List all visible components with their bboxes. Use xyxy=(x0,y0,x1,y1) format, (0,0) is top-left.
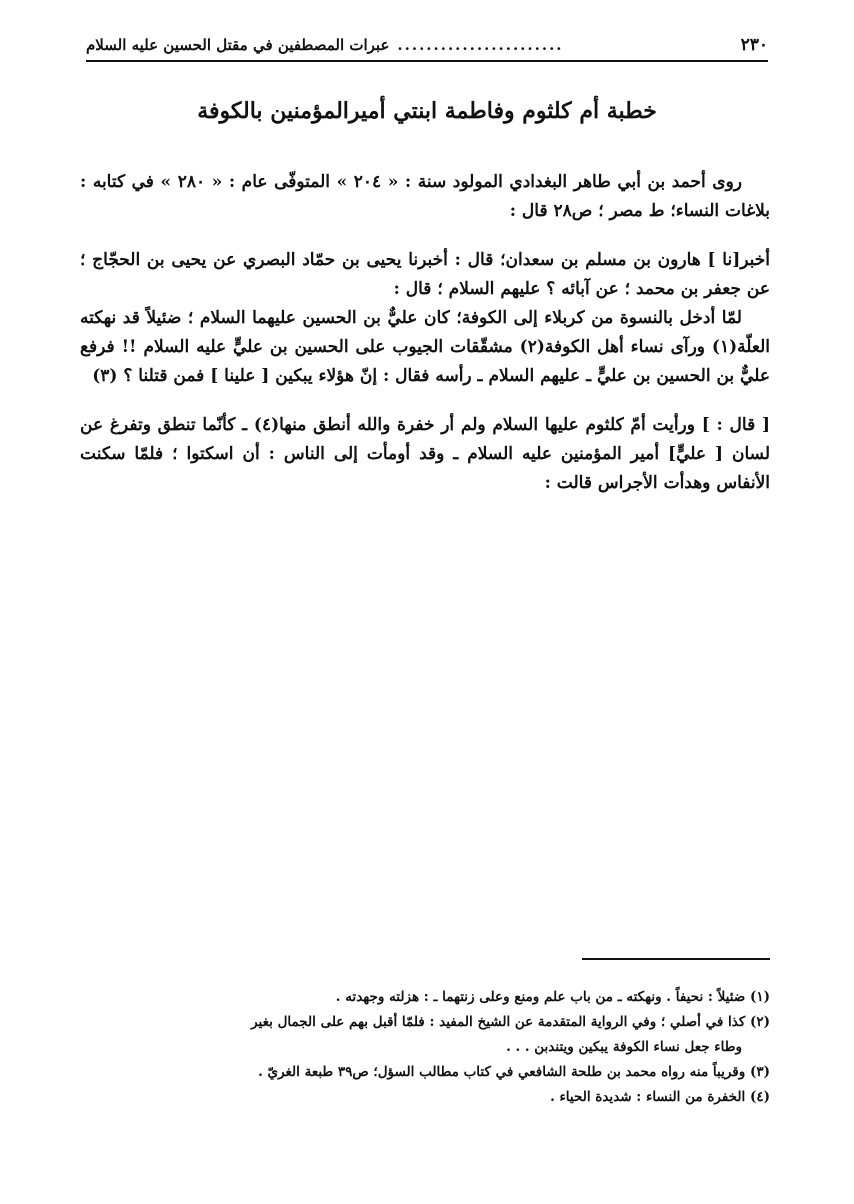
page-number: ٢٣٠ xyxy=(740,35,768,55)
section-title: خطبة أم كلثوم وفاطمة ابنتي أميرالمؤمنين بالكوفة xyxy=(197,98,657,124)
footnote-3: (٣) وقريباً منه رواه محمد بن طلحة الشافعي في كتاب مطالب السؤل؛ ص٣٩ طبعة الغريّ . xyxy=(258,1064,770,1080)
footnote-separator xyxy=(582,958,770,960)
footnote-1: (١) ضئيلاً : نحيفاً . ونهكته ـ من باب علم ومنع وعلى زنتهما ـ : هزلته وجهدته . xyxy=(335,989,770,1005)
main-text xyxy=(80,168,770,498)
footnote-2-continuation: وطاء جعل نساء الكوفة يبكين ويتندبن . . . xyxy=(506,1039,742,1055)
running-header xyxy=(86,30,768,62)
footnotes xyxy=(80,985,770,1110)
header-leader-dots: ....................... xyxy=(397,36,564,54)
paragraph-1: روى أحمد بن أبي طاهر البغدادي المولود سنة : « ٢٠٤ » المتوفّى عام : « ٢٨٠ » في كتابه : بلاغات النساء؛ ط مصر ؛ ص٢٨ قال : xyxy=(80,172,770,221)
paragraph-4: [ قال : ] ورأيت أمّ كلثوم عليها السلام ولم أر خفرة والله أنطق منها(٤) ـ كأنّما تنطق وتفرغ عن لسان [ عليٍّ] أمير المؤمنين عليه السلام ـ وقد أومأت إلى الناس : أن اسكتوا ؛ فلمّا سكنت الأنفاس وهدأت الأجراس قالت : xyxy=(80,415,771,493)
paragraph-3: لمّا أدخل بالنسوة من كربلاء إلى الكوفة؛ كان عليٌّ بن الحسين عليهما السلام ؛ ضئيلاً قد نهكته العلّة(١) ورآى نساء أهل الكوفة(٢) مشقّقات الجيوب على الحسين بن عليٍّ عليه السلام !! فرفع عليٌّ بن الحسين بن عليٍّ ـ عليهم السلام ـ رأسه فقال : إنّ هؤلاء يبكين [ علينا ] فمن قتلنا ؟ (٣) xyxy=(80,308,771,386)
paragraph-2: أخبر[نا ] هارون بن مسلم بن سعدان؛ قال : أخبرنا يحيى بن حمّاد البصري عن يحيى بن الحجّاج ؛ عن جعفر بن محمد ؛ عن آبائه ؟ عليهم السلام ؛ قال : xyxy=(80,250,770,299)
footnote-4: (٤) الخفرة من النساء : شديدة الحياء . xyxy=(550,1089,770,1105)
book-title: عبرات المصطفين في مقتل الحسين عليه السلام xyxy=(86,36,390,54)
footnote-2: (٢) كذا في أصلي ؛ وفي الرواية المتقدمة عن الشيخ المفيد : فلمّا أقبل بهم على الجمال بغير xyxy=(251,1014,770,1030)
